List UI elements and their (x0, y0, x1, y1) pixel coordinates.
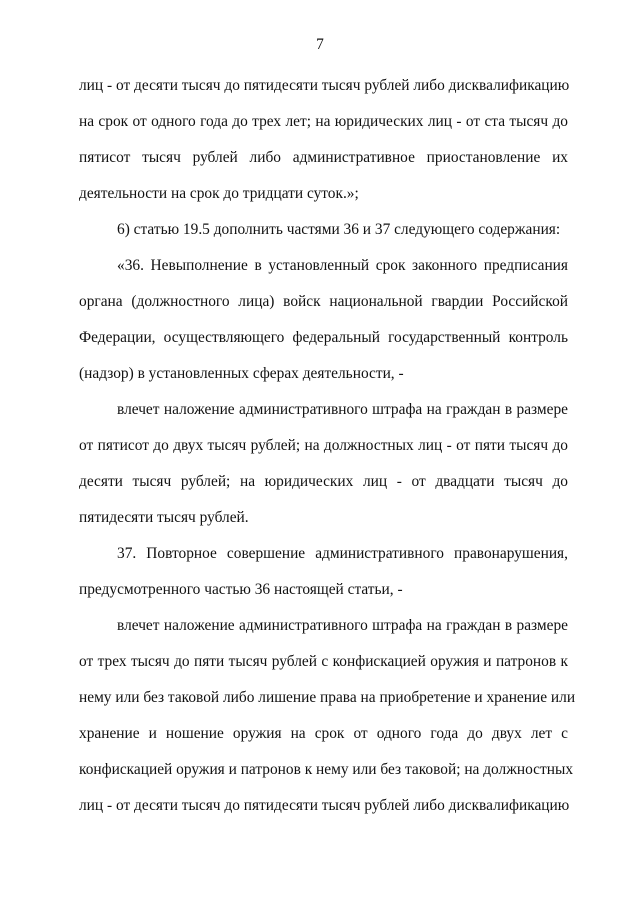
text-line: влечет наложение административного штрафа на граждан в размере (117, 401, 568, 418)
text-line: 6) статью 19.5 дополнить частями 36 и 37 следующего содержания: (117, 221, 561, 238)
text-line: от пятисот до двух тысяч рублей; на должностных лиц - от пяти тысяч до (79, 437, 568, 454)
text-line: лиц - от десяти тысяч до пятидесяти тысяч рублей либо дисквалификацию (79, 77, 570, 94)
text-line: нему или без таковой либо лишение права на приобретение и хранение или (79, 689, 576, 706)
text-line: органа (должностного лица) войск национальной гвардии Российской (79, 293, 568, 310)
text-line: конфискацией оружия и патронов к нему или без таковой; на должностных (79, 761, 574, 778)
text-line: лиц - от десяти тысяч до пятидесяти тысяч рублей либо дисквалификацию (79, 797, 570, 814)
text-line: «36. Невыполнение в установленный срок законного предписания (117, 257, 568, 274)
text-line: влечет наложение административного штрафа на граждан в размере (117, 617, 568, 634)
text-line: пятисот тысяч рублей либо административное приостановление их (79, 149, 568, 166)
text-line: пятидесяти тысяч рублей. (79, 509, 249, 526)
text-line: хранение и ношение оружия на срок от одного года до двух лет с (79, 725, 568, 742)
text-line: Федерации, осуществляющего федеральный государственный контроль (79, 329, 568, 346)
text-line: 37. Повторное совершение административного правонарушения, (117, 545, 568, 562)
text-line: деятельности на срок до тридцати суток.»; (79, 185, 359, 202)
text-line: от трех тысяч до пяти тысяч рублей с конфискацией оружия и патронов к (79, 653, 568, 670)
page-number: 7 (316, 36, 324, 53)
text-line: (надзор) в установленных сферах деятельности, - (79, 365, 404, 382)
text-line: десяти тысяч рублей; на юридических лиц - от двадцати тысяч до (79, 473, 568, 490)
text-line: на срок от одного года до трех лет; на юридических лиц - от ста тысяч до (79, 113, 568, 130)
text-line: предусмотренного частью 36 настоящей статьи, - (79, 581, 403, 598)
